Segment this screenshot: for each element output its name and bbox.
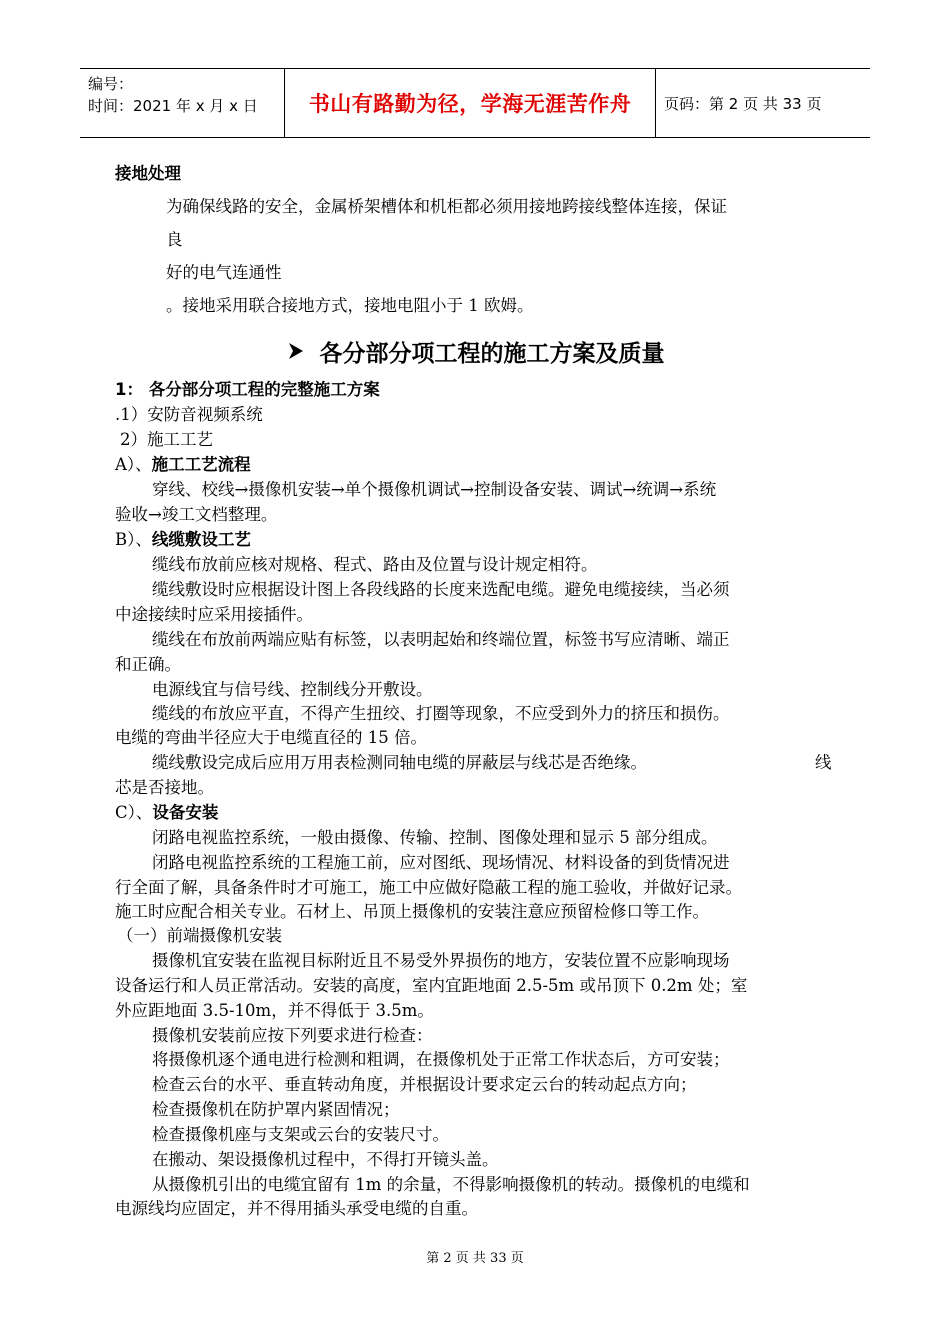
paragraph: 设备运行和人员正常活动。安装的高度，室内宜距地面 2.5-5m 或吊顶下 0.2m 处；室	[115, 976, 748, 995]
paragraph: 缆线布放前应核对规格、程式、路由及位置与设计规定相符。	[152, 555, 598, 574]
paragraph: 将摄像机逐个通电进行检测和粗调，在摄像机处于正常工作状态后，方可安装；	[152, 1050, 730, 1069]
header-meta	[88, 73, 278, 117]
paragraph: 。接地采用联合接地方式，接地电阻小于 1 欧姆。	[166, 296, 534, 315]
subheading-a	[115, 451, 251, 475]
paragraph: 闭路电视监控系统，一般由摄像、传输、控制、图像处理和显示 5 部分组成。	[152, 828, 718, 847]
section-heading	[0, 335, 950, 368]
section-title: 各分部分项工程的施工方案及质量	[319, 341, 665, 367]
label-c: C）、	[115, 803, 153, 822]
paragraph: 好的电气连通性	[166, 263, 282, 282]
paragraph: 检查摄像机座与支架或云台的安装尺寸。	[152, 1125, 449, 1144]
paragraph: 良	[166, 230, 183, 249]
header-motto: 书山有路勤为径，学海无涯苦作舟	[284, 69, 656, 137]
paragraph: 闭路电视监控系统的工程施工前，应对图纸、现场情况、材料设备的到货情况进	[152, 853, 730, 872]
paragraph: 和正确。	[115, 655, 181, 674]
paragraph: 中途接续时应采用接插件。	[115, 605, 313, 624]
document-date: 时间：2021 年 x 月 x 日	[88, 97, 258, 115]
paragraph: 验收→竣工文档整理。	[115, 505, 278, 524]
list-item: 2）施工工艺	[120, 430, 213, 449]
paragraph: 从摄像机引出的电缆宜留有 1m 的余量，不得影响摄像机的转动。摄像机的电缆和	[152, 1175, 750, 1194]
paragraph: 施工时应配合相关专业。石材上、吊顶上摄像机的安装注意应预留检修口等工作。	[115, 902, 709, 921]
document-number-label: 编号：	[88, 75, 134, 93]
paragraph: 电源线宜与信号线、控制线分开敷设。	[152, 680, 433, 699]
grounding-title: 接地处理	[115, 164, 181, 183]
page-footer: 第 2 页 共 33 页	[426, 1251, 524, 1266]
paragraph: 线	[815, 753, 832, 772]
title-a: 施工工艺流程	[151, 455, 251, 474]
paragraph: 缆线在布放前两端应贴有标签，以表明起始和终端位置，标签书写应清晰、端正	[152, 630, 730, 649]
paragraph: 摄像机宜安装在监视目标附近且不易受外界损伤的地方，安装位置不应影响现场	[152, 951, 730, 970]
paragraph: 检查摄像机在防护罩内紧固情况；	[152, 1100, 400, 1119]
list-item: .1）安防音视频系统	[115, 405, 263, 424]
page-header	[80, 68, 870, 138]
subheading: 1： 各分部分项工程的完整施工方案	[115, 380, 380, 399]
paragraph: 缆线敷设时应根据设计图上各段线路的长度来选配电缆。避免电缆接续，当必须	[152, 580, 730, 599]
paragraph: 电源线均应固定，并不得用插头承受电缆的自重。	[115, 1199, 478, 1218]
paragraph: 行全面了解，具备条件时才可施工，施工中应做好隐蔽工程的施工验收，并做好记录。	[115, 878, 742, 897]
paragraph: 穿线、校线→摄像机安装→单个摄像机调试→控制设备安装、调试→统调→系统	[152, 480, 717, 499]
arrow-bullet-icon	[286, 341, 306, 367]
paragraph: 外应距地面 3.5-10m，并不得低于 3.5m。	[115, 1001, 434, 1020]
label-a: A）、	[115, 455, 152, 474]
subheading-c	[115, 799, 218, 823]
paragraph: 电缆的弯曲半径应大于电缆直径的 15 倍。	[115, 728, 427, 747]
title-c: 设备安装	[152, 803, 219, 822]
paragraph: 芯是否接地。	[115, 778, 214, 797]
paragraph: 摄像机安装前应按下列要求进行检查：	[152, 1026, 433, 1045]
paragraph: 缆线敷设完成后应用万用表检测同轴电缆的屏蔽层与线芯是否绝缘。	[152, 753, 647, 772]
paragraph: 缆线的布放应平直，不得产生扭绞、打圈等现象，不应受到外力的挤压和损伤。	[152, 704, 730, 723]
label-b: B）、	[115, 530, 152, 549]
paragraph: 在搬动、架设摄像机过程中，不得打开镜头盖。	[152, 1150, 499, 1169]
subheading-b	[115, 526, 251, 550]
paragraph: 为确保线路的安全，金属桥架槽体和机柜都必须用接地跨接线整体连接，保证	[166, 197, 727, 216]
header-page-info: 页码：第 2 页 共 33 页	[664, 94, 822, 113]
title-b: 线缆敷设工艺	[151, 530, 251, 549]
subsection-title: （一）前端摄像机安装	[117, 926, 282, 945]
paragraph: 检查云台的水平、垂直转动角度，并根据设计要求定云台的转动起点方向；	[152, 1075, 697, 1094]
